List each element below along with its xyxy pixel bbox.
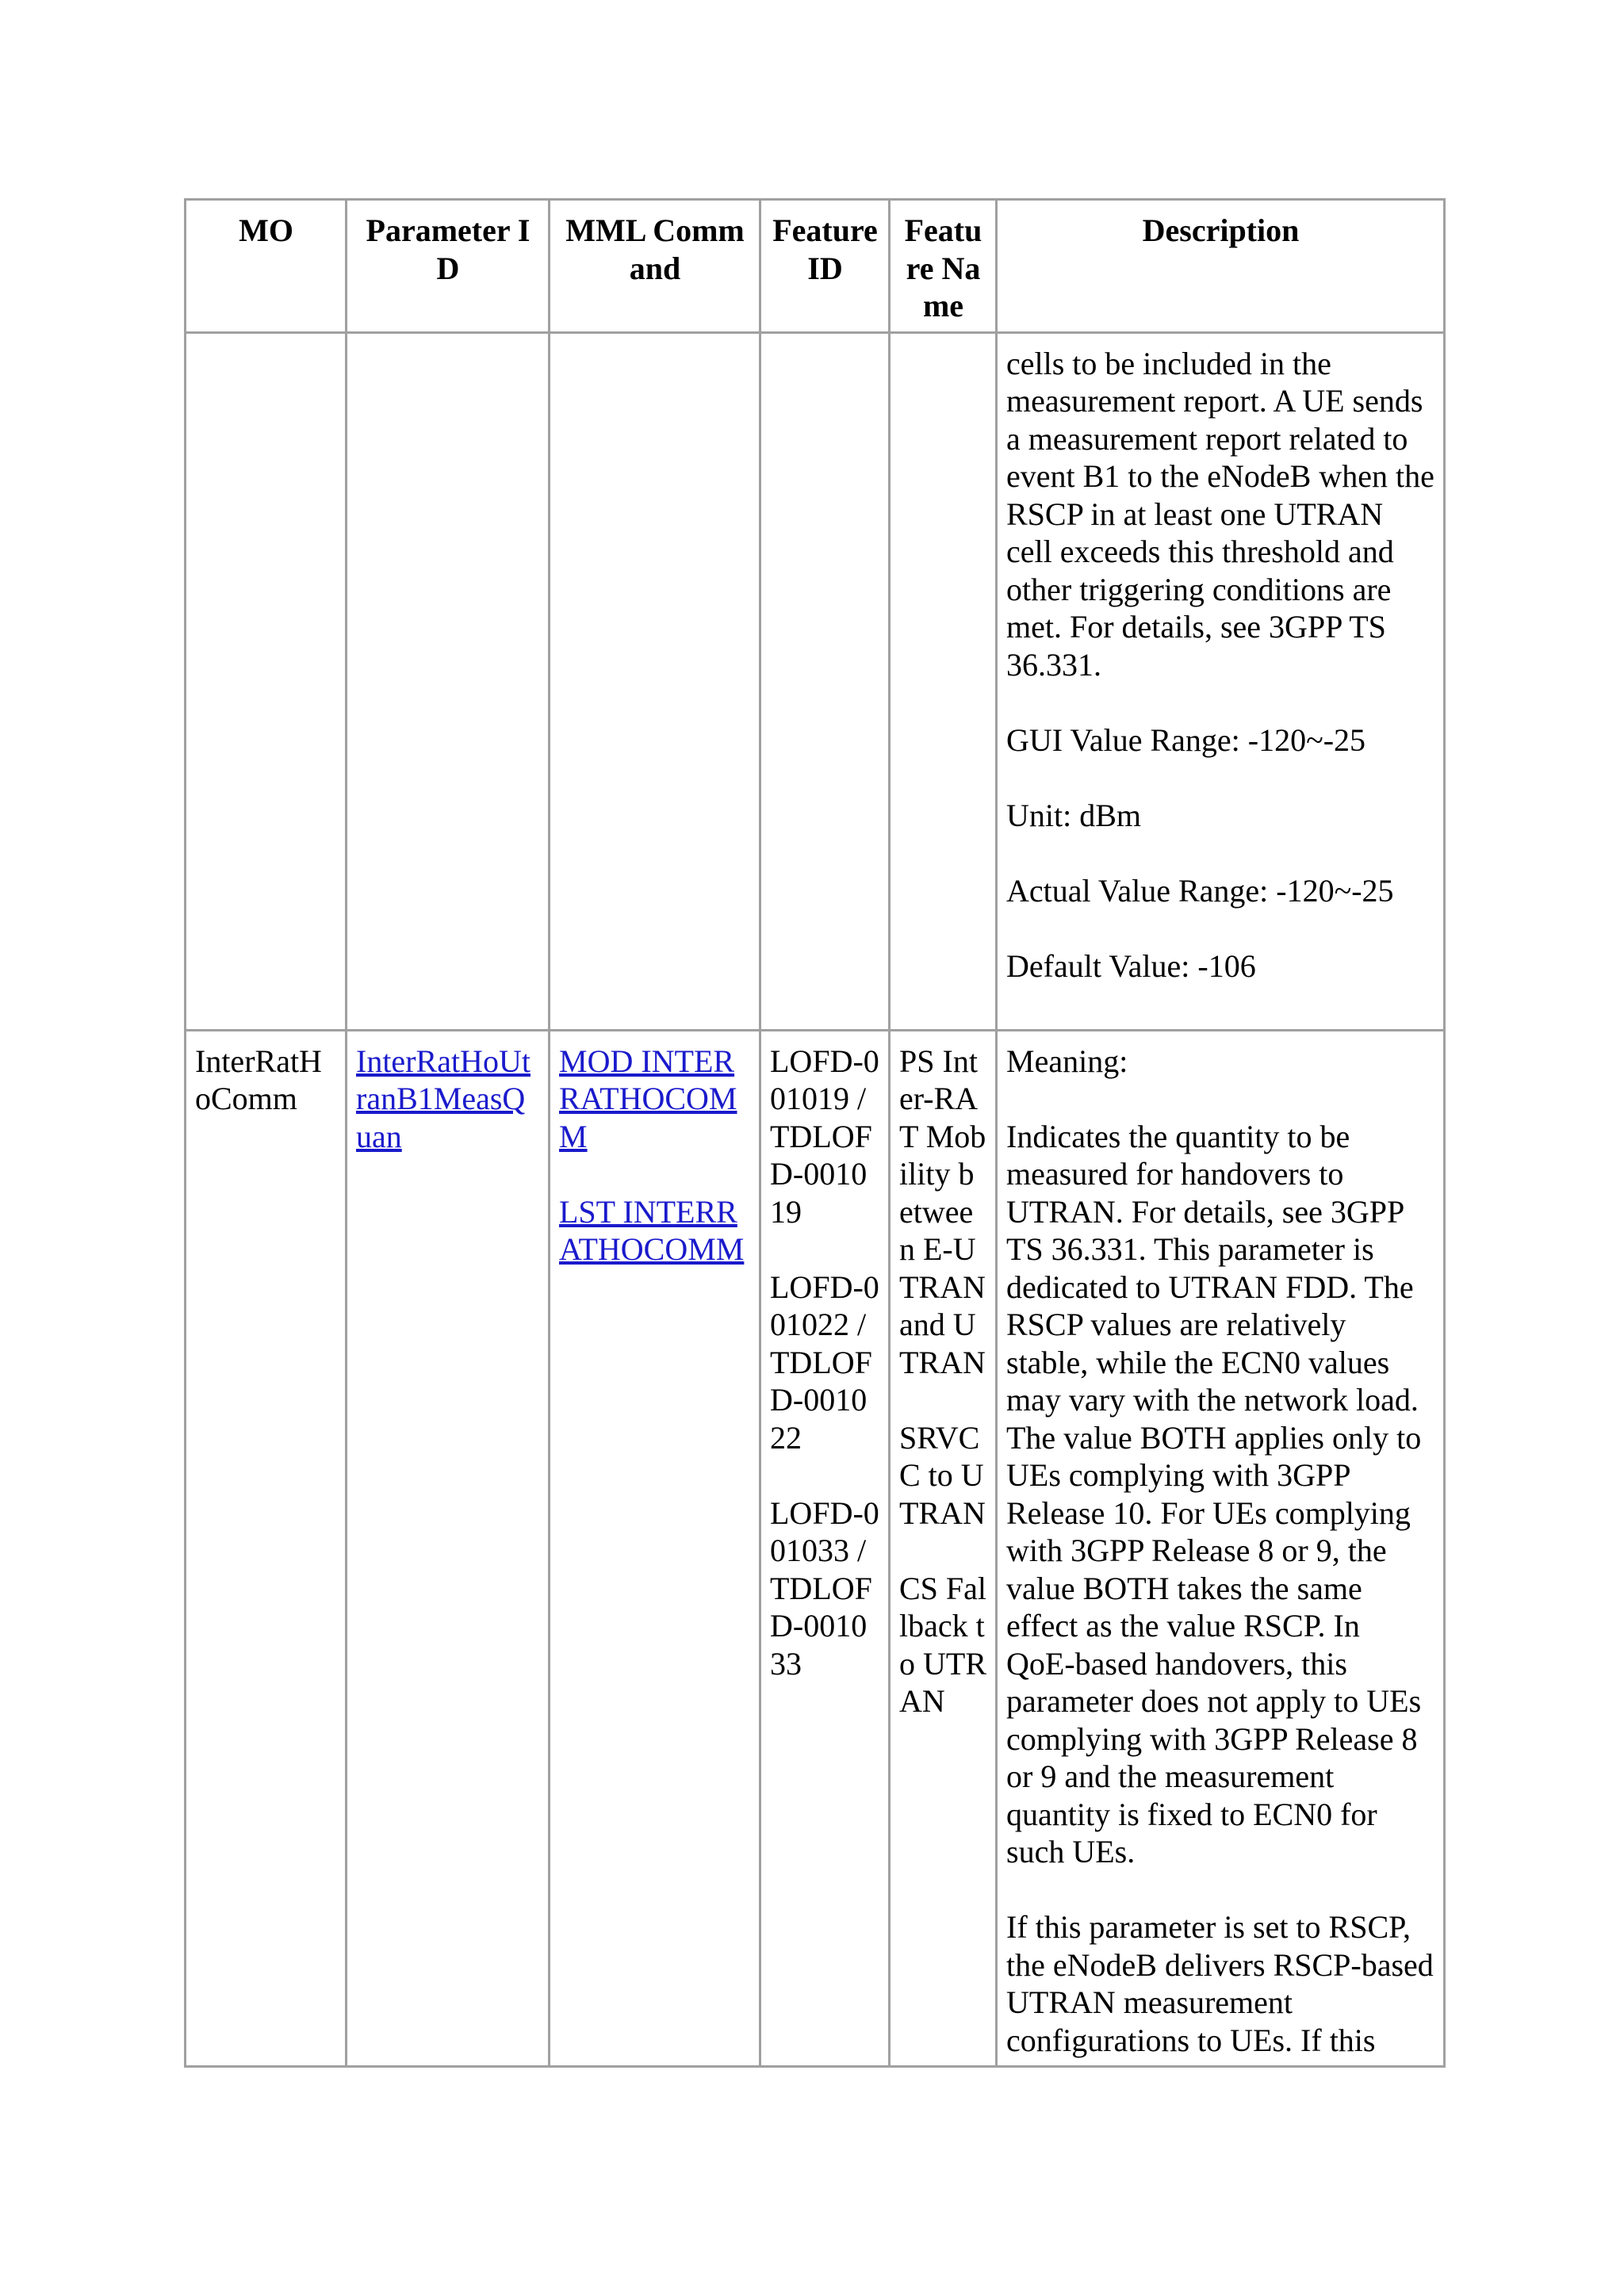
table-row-continuation bbox=[186, 332, 1445, 1030]
header-feature-id: Feature ID bbox=[760, 200, 890, 333]
header-description: Description bbox=[997, 200, 1445, 333]
unit: Unit: dBm bbox=[1006, 797, 1142, 833]
feature-id-item: LOFD-001019 / TDLOFD-001019 bbox=[770, 1043, 879, 1230]
lst-interrathocomm-link[interactable]: LST INTERRATHOCOMM bbox=[559, 1193, 745, 1267]
gui-value-range: GUI Value Range: -120~-25 bbox=[1006, 721, 1366, 758]
cell-description bbox=[997, 1030, 1445, 2067]
feature-name-item: PS Inter-RAT Mobility between E-UTRAN and UTRAN bbox=[899, 1043, 986, 1380]
cell-feature-id bbox=[760, 1030, 890, 2067]
description-text: cells to be included in the measurement report. A UE sends a measurement report related to event B1 to the eNodeB when the RSCP in at least one UTRAN cell exceeds this threshold and other triggering conditions are met. For details, see 3GPP TS 36.331. bbox=[1006, 345, 1434, 683]
feature-name-item: CS Fallback to UTRAN bbox=[899, 1570, 987, 1719]
cell-description-continuation bbox=[997, 332, 1445, 1030]
actual-value-range: Actual Value Range: -120~-25 bbox=[1006, 872, 1394, 909]
cell-mml-command bbox=[550, 1030, 760, 2067]
cell-mo-empty bbox=[186, 332, 347, 1030]
cell-mo: InterRatHoComm bbox=[186, 1030, 347, 2067]
feature-id-item: LOFD-001033 / TDLOFD-001033 bbox=[770, 1494, 879, 1682]
cell-parameter-id-empty bbox=[347, 332, 550, 1030]
description-paragraph: Indicates the quantity to be measured for handovers to UTRAN. For details, see 3GPP TS 36.331. This parameter is dedicated to UTRAN FDD. The RSCP values are relatively stable, while the ECN0 values may vary with the network load. The value BOTH applies only to UEs complying with 3GPP Release 10. For UEs complying with 3GPP Release 8 or 9, the value BOTH takes the same effect as the value RSCP. In QoE-based handovers, this parameter does not apply to UEs complying with 3GPP Release 8 or 9 and the measurement quantity is fixed to ECN0 for such UEs. bbox=[1006, 1118, 1422, 1869]
cell-feature-name-empty bbox=[890, 332, 997, 1030]
description-meaning-label: Meaning: bbox=[1006, 1043, 1128, 1079]
parameter-id-link[interactable]: InterRatHoUtranB1MeasQuan bbox=[356, 1043, 530, 1154]
mod-interrathocomm-link[interactable]: MOD INTERRATHOCOMM bbox=[559, 1043, 737, 1154]
cell-mml-command-empty bbox=[550, 332, 760, 1030]
feature-name-item: SRVCC to UTRAN bbox=[899, 1419, 986, 1531]
table-row-interrathoutranb1measquan bbox=[186, 1030, 1445, 2067]
parameter-table bbox=[184, 198, 1446, 2068]
cell-feature-name bbox=[890, 1030, 997, 2067]
header-feature-name: Feature Name bbox=[890, 200, 997, 333]
default-value: Default Value: -106 bbox=[1006, 947, 1256, 984]
header-mo: MO bbox=[186, 200, 347, 333]
header-row bbox=[186, 200, 1445, 333]
description-paragraph: If this parameter is set to RSCP, the eNodeB delivers RSCP-based UTRAN measurement configurations to UEs. If this bbox=[1006, 1909, 1434, 2058]
cell-parameter-id bbox=[347, 1030, 550, 2067]
header-mml-command: MML Command bbox=[550, 200, 760, 333]
cell-feature-id-empty bbox=[760, 332, 890, 1030]
feature-id-item: LOFD-001022 / TDLOFD-001022 bbox=[770, 1269, 879, 1456]
header-parameter-id: Parameter ID bbox=[347, 200, 550, 333]
